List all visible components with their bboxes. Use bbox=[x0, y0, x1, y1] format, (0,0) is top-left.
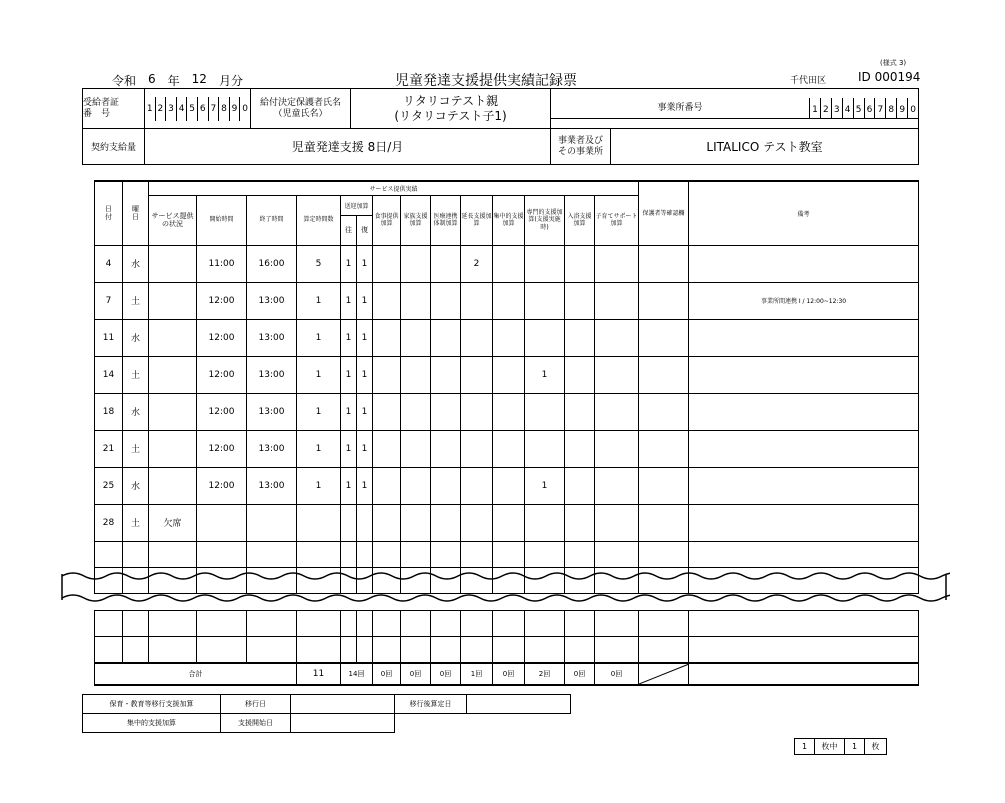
totals-family: 0回 bbox=[401, 663, 431, 685]
cell-__guard bbox=[639, 467, 689, 504]
cell-medical bbox=[431, 467, 461, 504]
form-code: (様式 3) bbox=[880, 59, 907, 67]
cell-specialist bbox=[525, 504, 565, 541]
cell-bath bbox=[565, 356, 595, 393]
cell-day: 21 bbox=[95, 430, 123, 467]
cell-wd: 土 bbox=[123, 504, 149, 541]
cell-end: 13:00 bbox=[247, 282, 297, 319]
cell-status bbox=[149, 637, 197, 663]
digit-box: 3 bbox=[832, 98, 843, 118]
footer-table bbox=[82, 694, 571, 733]
support-start-value bbox=[291, 714, 395, 733]
cell-meal bbox=[373, 467, 401, 504]
cell-back: 1 bbox=[357, 467, 373, 504]
cell-status bbox=[149, 430, 197, 467]
year: 6 bbox=[148, 72, 156, 86]
cell-wd: 水 bbox=[123, 467, 149, 504]
cell-specialist: 1 bbox=[525, 467, 565, 504]
month: 12 bbox=[191, 72, 207, 86]
cell-bath bbox=[565, 393, 595, 430]
cell-back: 1 bbox=[357, 319, 373, 356]
cell-wd bbox=[123, 611, 149, 637]
guardian-name: リタリコテスト親 bbox=[402, 94, 499, 109]
cell-extend bbox=[461, 319, 493, 356]
post-transition-value bbox=[467, 695, 571, 714]
cell-remarks: 事業所間連携 I / 12:00~12:30 bbox=[689, 282, 919, 319]
cell-back bbox=[357, 637, 373, 663]
page-current: 1 bbox=[795, 739, 815, 755]
cell-back: 1 bbox=[357, 393, 373, 430]
cell-status: 欠席 bbox=[149, 504, 197, 541]
cell-go: 1 bbox=[341, 245, 357, 282]
cell-wd bbox=[123, 637, 149, 663]
header-go: 往 bbox=[341, 215, 357, 245]
office-cell bbox=[551, 89, 919, 129]
cell-day: 7 bbox=[95, 282, 123, 319]
cell-__guard bbox=[639, 319, 689, 356]
contract-label: 契約支給量 bbox=[83, 129, 145, 165]
child-name: (リタリコテスト子1) bbox=[394, 108, 507, 123]
cell-medical bbox=[431, 245, 461, 282]
cell-calc: 1 bbox=[297, 430, 341, 467]
totals-guardian-diagonal bbox=[639, 663, 689, 685]
header-guardian-check: 保護者等確認欄 bbox=[639, 181, 689, 245]
cell-__guard bbox=[639, 356, 689, 393]
transition-date-value bbox=[291, 695, 395, 714]
cell-specialist bbox=[525, 430, 565, 467]
header-meal: 食事提供加算 bbox=[373, 195, 401, 245]
cell-bath bbox=[565, 319, 595, 356]
cell-start: 12:00 bbox=[197, 282, 247, 319]
totals-bath: 0回 bbox=[565, 663, 595, 685]
month-label: 月分 bbox=[218, 74, 243, 88]
header-parenting: 子育てサポート加算 bbox=[595, 195, 639, 245]
cell-remarks bbox=[689, 504, 919, 541]
recipient-no-digits bbox=[145, 89, 251, 129]
cell-day bbox=[95, 637, 123, 663]
transition-label: 保育・教育等移行支援加算 bbox=[83, 695, 221, 714]
digit-box: 5 bbox=[854, 98, 865, 118]
cell-go: 1 bbox=[341, 393, 357, 430]
cell-back: 1 bbox=[357, 430, 373, 467]
cell-extend bbox=[461, 637, 493, 663]
cell-family bbox=[401, 430, 431, 467]
operator-name: LITALICO テスト教室 bbox=[611, 129, 919, 165]
digit-box: 7 bbox=[209, 97, 220, 121]
digit-box: 9 bbox=[897, 98, 908, 118]
cell-remarks bbox=[689, 430, 919, 467]
cell-specialist bbox=[525, 319, 565, 356]
cell-intensive bbox=[493, 245, 525, 282]
cell-parenting bbox=[595, 611, 639, 637]
cell-status bbox=[149, 393, 197, 430]
table-row bbox=[95, 393, 919, 430]
cell-medical bbox=[431, 504, 461, 541]
cell-end: 16:00 bbox=[247, 245, 297, 282]
cell-remarks bbox=[689, 393, 919, 430]
cell-extend bbox=[461, 611, 493, 637]
page-total: 1 bbox=[845, 739, 865, 755]
cell-calc: 1 bbox=[297, 393, 341, 430]
header-service-record: サービス提供実績 bbox=[149, 181, 639, 195]
cell-medical bbox=[431, 282, 461, 319]
cell-__guard bbox=[639, 245, 689, 282]
cell-meal bbox=[373, 611, 401, 637]
cell-meal bbox=[373, 504, 401, 541]
digit-box: 4 bbox=[177, 97, 188, 121]
cell-go: 1 bbox=[341, 282, 357, 319]
cell-intensive bbox=[493, 611, 525, 637]
cell-meal bbox=[373, 356, 401, 393]
cell-back bbox=[357, 611, 373, 637]
cell-intensive bbox=[493, 393, 525, 430]
ward: 千代田区 bbox=[790, 76, 827, 86]
cell-__guard bbox=[639, 611, 689, 637]
cell-back: 1 bbox=[357, 245, 373, 282]
cell-bath bbox=[565, 467, 595, 504]
cell-back bbox=[357, 504, 373, 541]
cell-family bbox=[401, 245, 431, 282]
cell-intensive bbox=[493, 282, 525, 319]
totals-specialist: 2回 bbox=[525, 663, 565, 685]
header-intensive: 集中的支援加算 bbox=[493, 195, 525, 245]
cell-status bbox=[149, 356, 197, 393]
cell-calc bbox=[297, 611, 341, 637]
cell-meal bbox=[373, 245, 401, 282]
cell-end bbox=[247, 637, 297, 663]
cell-status bbox=[149, 245, 197, 282]
digit-box: 0 bbox=[910, 105, 916, 115]
cell-start bbox=[197, 611, 247, 637]
cell-remarks bbox=[689, 319, 919, 356]
cell-parenting bbox=[595, 393, 639, 430]
cell-__guard bbox=[639, 637, 689, 663]
page-suffix: 枚 bbox=[865, 739, 887, 755]
transition-date-label: 移行日 bbox=[221, 695, 291, 714]
cell-go: 1 bbox=[341, 467, 357, 504]
post-transition-label: 移行後算定日 bbox=[395, 695, 467, 714]
table-row bbox=[95, 356, 919, 393]
year-label: 年 bbox=[167, 74, 180, 88]
contract-value: 児童発達支援 8日/月 bbox=[145, 129, 551, 165]
period bbox=[112, 72, 243, 89]
cell-medical bbox=[431, 611, 461, 637]
cell-meal bbox=[373, 637, 401, 663]
cell-calc: 1 bbox=[297, 282, 341, 319]
cell-meal bbox=[373, 282, 401, 319]
cell-day: 11 bbox=[95, 319, 123, 356]
cell-family bbox=[401, 282, 431, 319]
digit-box: 8 bbox=[886, 98, 897, 118]
digit-box: 9 bbox=[230, 97, 241, 121]
cell-parenting bbox=[595, 356, 639, 393]
records-body bbox=[95, 245, 919, 593]
cell-start: 12:00 bbox=[197, 467, 247, 504]
header-calc: 算定時間数 bbox=[297, 195, 341, 245]
table-row bbox=[95, 430, 919, 467]
cell-end: 13:00 bbox=[247, 393, 297, 430]
table-row bbox=[95, 611, 919, 637]
cell-start bbox=[197, 637, 247, 663]
cell-end: 13:00 bbox=[247, 430, 297, 467]
header-transport: 送迎加算 bbox=[341, 195, 373, 215]
digit-box: 6 bbox=[198, 97, 209, 121]
digit-box: 8 bbox=[219, 97, 230, 121]
cell-intensive bbox=[493, 504, 525, 541]
cell-day: 25 bbox=[95, 467, 123, 504]
table-row bbox=[95, 637, 919, 663]
header-specialist: 専門的支援加算(支援実施時) bbox=[525, 195, 565, 245]
cell-medical bbox=[431, 356, 461, 393]
cell-meal bbox=[373, 319, 401, 356]
cell-end: 13:00 bbox=[247, 319, 297, 356]
cell-end bbox=[247, 611, 297, 637]
table-row bbox=[95, 282, 919, 319]
cell-status bbox=[149, 611, 197, 637]
cell-__guard bbox=[639, 282, 689, 319]
cell-end: 13:00 bbox=[247, 467, 297, 504]
cell-medical bbox=[431, 430, 461, 467]
era: 令和 bbox=[112, 74, 137, 88]
totals-parenting: 0回 bbox=[595, 663, 639, 685]
cell-parenting bbox=[595, 282, 639, 319]
header-weekday: 曜 日 bbox=[123, 181, 149, 245]
cell-extend bbox=[461, 430, 493, 467]
cell-meal bbox=[373, 430, 401, 467]
cell-status bbox=[149, 282, 197, 319]
cell-medical bbox=[431, 319, 461, 356]
cell-parenting bbox=[595, 319, 639, 356]
cell-specialist bbox=[525, 611, 565, 637]
cell-bath bbox=[565, 245, 595, 282]
cell-status bbox=[149, 467, 197, 504]
totals-meal: 0回 bbox=[373, 663, 401, 685]
guardian-label: 給付決定保護者氏名 （児童氏名） bbox=[251, 89, 351, 129]
cell-wd: 土 bbox=[123, 282, 149, 319]
cell-specialist: 1 bbox=[525, 356, 565, 393]
recipient-no-label: 受給者証 番 号 bbox=[83, 89, 145, 129]
cell-family bbox=[401, 504, 431, 541]
cell-extend: 2 bbox=[461, 245, 493, 282]
cell-day: 14 bbox=[95, 356, 123, 393]
cell-intensive bbox=[493, 430, 525, 467]
cell-bath bbox=[565, 637, 595, 663]
cell-family bbox=[401, 611, 431, 637]
cell-extend bbox=[461, 504, 493, 541]
cell-go bbox=[341, 637, 357, 663]
cell-family bbox=[401, 356, 431, 393]
cell-start bbox=[197, 504, 247, 541]
header-family: 家族支援加算 bbox=[401, 195, 431, 245]
cell-day bbox=[95, 611, 123, 637]
cell-calc bbox=[297, 637, 341, 663]
cell-family bbox=[401, 637, 431, 663]
header-status: サービス提供の状況 bbox=[149, 195, 197, 245]
operator-label: 事業者及び その事業所 bbox=[551, 129, 611, 165]
cell-family bbox=[401, 467, 431, 504]
totals-row bbox=[95, 663, 919, 685]
cell-day: 4 bbox=[95, 245, 123, 282]
cell-intensive bbox=[493, 319, 525, 356]
digit-box: 4 bbox=[843, 98, 854, 118]
cell-go bbox=[341, 504, 357, 541]
info-table bbox=[82, 88, 919, 165]
cell-back: 1 bbox=[357, 356, 373, 393]
cell-parenting bbox=[595, 430, 639, 467]
cell-parenting bbox=[595, 245, 639, 282]
totals-calc: 11 bbox=[297, 663, 341, 685]
cell-start: 12:00 bbox=[197, 393, 247, 430]
cell-extend bbox=[461, 356, 493, 393]
cell-status bbox=[149, 319, 197, 356]
header-medical: 医療連携体制加算 bbox=[431, 195, 461, 245]
table-row bbox=[95, 467, 919, 504]
cell-intensive bbox=[493, 637, 525, 663]
digit-box: 5 bbox=[187, 97, 198, 121]
cell-remarks bbox=[689, 245, 919, 282]
cell-parenting bbox=[595, 504, 639, 541]
cell-extend bbox=[461, 282, 493, 319]
cell-go: 1 bbox=[341, 356, 357, 393]
totals-transport: 14回 bbox=[341, 663, 373, 685]
cell-parenting bbox=[595, 637, 639, 663]
cell-back: 1 bbox=[357, 282, 373, 319]
cell-__guard bbox=[639, 393, 689, 430]
header-end: 終了時間 bbox=[247, 195, 297, 245]
cell-start: 12:00 bbox=[197, 430, 247, 467]
page-mid-label: 枚中 bbox=[815, 739, 845, 755]
cell-bath bbox=[565, 504, 595, 541]
cell-remarks bbox=[689, 611, 919, 637]
page-break-wave bbox=[60, 562, 950, 610]
totals-intensive: 0回 bbox=[493, 663, 525, 685]
table-row bbox=[95, 504, 919, 541]
header-remarks: 備考 bbox=[689, 181, 919, 245]
cell-specialist bbox=[525, 637, 565, 663]
cell-intensive bbox=[493, 356, 525, 393]
cell-start: 12:00 bbox=[197, 319, 247, 356]
cell-medical bbox=[431, 637, 461, 663]
cell-family bbox=[401, 393, 431, 430]
records-table-lower bbox=[94, 610, 919, 686]
digit-box: 1 bbox=[145, 97, 156, 121]
cell-wd: 土 bbox=[123, 356, 149, 393]
cell-__guard bbox=[639, 430, 689, 467]
table-row bbox=[95, 319, 919, 356]
cell-extend bbox=[461, 393, 493, 430]
cell-wd: 土 bbox=[123, 430, 149, 467]
cell-go: 1 bbox=[341, 430, 357, 467]
digit-box: 6 bbox=[865, 98, 876, 118]
cell-day: 28 bbox=[95, 504, 123, 541]
cell-calc: 5 bbox=[297, 245, 341, 282]
cell-meal bbox=[373, 393, 401, 430]
cell-remarks bbox=[689, 467, 919, 504]
cell-remarks bbox=[689, 637, 919, 663]
cell-remarks bbox=[689, 356, 919, 393]
cell-calc: 1 bbox=[297, 467, 341, 504]
header-start: 開始時間 bbox=[197, 195, 247, 245]
cell-specialist bbox=[525, 282, 565, 319]
support-start-label: 支援開始日 bbox=[221, 714, 291, 733]
guardian-name-cell bbox=[351, 89, 551, 129]
cell-bath bbox=[565, 282, 595, 319]
totals-medical: 0回 bbox=[431, 663, 461, 685]
cell-specialist bbox=[525, 393, 565, 430]
table-row bbox=[95, 245, 919, 282]
cell-start: 11:00 bbox=[197, 245, 247, 282]
digit-box: 3 bbox=[166, 97, 177, 121]
digit-box: 2 bbox=[821, 98, 832, 118]
cell-calc bbox=[297, 504, 341, 541]
cell-intensive bbox=[493, 467, 525, 504]
page-title: 児童発達支援提供実績記録票 bbox=[395, 73, 577, 89]
cell-family bbox=[401, 319, 431, 356]
header-day: 日 付 bbox=[95, 181, 123, 245]
cell-wd: 水 bbox=[123, 245, 149, 282]
cell-start: 12:00 bbox=[197, 356, 247, 393]
cell-medical bbox=[431, 393, 461, 430]
page-count bbox=[794, 738, 887, 755]
cell-bath bbox=[565, 430, 595, 467]
header-back: 復 bbox=[357, 215, 373, 245]
cell-wd: 水 bbox=[123, 393, 149, 430]
office-no-label: 事業所番号 bbox=[657, 103, 703, 113]
records-table bbox=[94, 180, 919, 594]
cell-bath bbox=[565, 611, 595, 637]
digit-box: 7 bbox=[875, 98, 886, 118]
cell-go: 1 bbox=[341, 319, 357, 356]
cell-end: 13:00 bbox=[247, 356, 297, 393]
id-label: ID 000194 bbox=[858, 70, 921, 84]
cell-calc: 1 bbox=[297, 319, 341, 356]
intensive-label: 集中的支援加算 bbox=[83, 714, 221, 733]
totals-extend: 1回 bbox=[461, 663, 493, 685]
totals-label: 合計 bbox=[95, 663, 297, 685]
header-bath: 入浴支援加算 bbox=[565, 195, 595, 245]
cell-__guard bbox=[639, 504, 689, 541]
header-extend: 延長支援加算 bbox=[461, 195, 493, 245]
cell-extend bbox=[461, 467, 493, 504]
digit-box: 1 bbox=[810, 98, 821, 118]
cell-end bbox=[247, 504, 297, 541]
cell-day: 18 bbox=[95, 393, 123, 430]
cell-wd: 水 bbox=[123, 319, 149, 356]
cell-go bbox=[341, 611, 357, 637]
cell-parenting bbox=[595, 467, 639, 504]
digit-box: 2 bbox=[156, 97, 167, 121]
cell-calc: 1 bbox=[297, 356, 341, 393]
digit-box: 0 bbox=[242, 103, 248, 114]
cell-specialist bbox=[525, 245, 565, 282]
